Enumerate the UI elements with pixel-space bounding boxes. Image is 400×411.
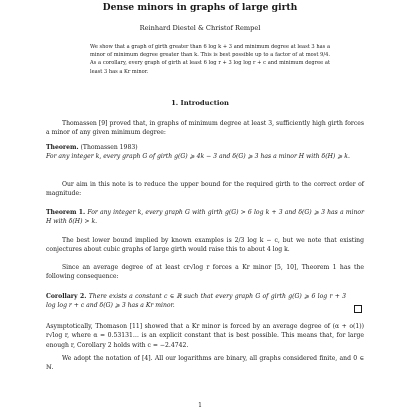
theorem-1-statement: For any integer k, every graph G with girth g(G) > 6 log k + 3 and δ(G) ⩾ 3 has a minor H with δ(H) > k. — [46, 209, 364, 226]
asymptotic-paragraph: Asymptotically, Thomason [11] showed that a Kr minor is forced by an average degree of (α + o(1)) r√log r, where α = 0.53131… is an explicit constant that is best possible. This means that, for large enough r, Corollary 2 holds with c = −2.4742. — [46, 323, 364, 349]
intro-paragraph: Thomassen [9] proved that, in graphs of minimum degree at least 3, sufficiently high girth forces a minor of any given minimum degree: — [46, 120, 364, 137]
page-number: 1 — [198, 402, 202, 409]
aim-paragraph: Our aim in this note is to reduce the upper bound for the required girth to the correct order of magnitude: — [46, 181, 364, 198]
since-paragraph: Since an average degree of at least cr√log r forces a Kr minor [5, 10], Theorem 1 has the following consequence: — [46, 264, 364, 281]
theorem-statement: For any integer k, every graph G of girth g(G) ⩾ 4k − 3 and δ(G) ⩾ 3 has a minor H with δ(H) ⩾ k. — [46, 153, 350, 161]
theorem-1-label: Theorem 1. — [46, 209, 86, 216]
corollary-2 — [46, 292, 346, 311]
qed-box-icon — [354, 305, 362, 313]
paper-title: Dense minors in graphs of large girth — [102, 2, 298, 13]
corollary-statement: There exists a constant c ∈ ℝ such that every graph G of girth g(G) ⩾ 6 log r + 3 log log r + c and δ(G) ⩾ 3 has a Kr minor. — [46, 293, 346, 310]
section-heading: 1. Introduction — [171, 99, 229, 107]
theorem-1 — [46, 208, 364, 227]
lower-bound-paragraph: The best lower bound implied by known examples is 2/3 log k − c, but we note that existing conjectures about cubic graphs of large girth would raise this to about 4 log k. — [46, 237, 364, 254]
thomassen-theorem — [46, 143, 364, 162]
paper-authors: Reinhard Diestel & Christof Rempel — [139, 24, 261, 32]
theorem-label: Theorem. — [46, 144, 79, 151]
corollary-label: Corollary 2. — [46, 293, 87, 300]
notation-paragraph: We adopt the notation of [4]. All our logarithms are binary, all graphs considered finite, and 0 ∈ ℕ. — [46, 355, 364, 372]
abstract: We show that a graph of girth greater than 6 log k + 3 and minimum degree at least 3 has a minor of minimum degree greater than k. This is best possible up to a factor of at most 9/4. As a corollary, every graph of girth at least 6 log r + 3 log log r + c and minimum degree at least 3 has a Kr minor. — [90, 44, 330, 75]
theorem-attribution: (Thomassen 1983) — [80, 144, 138, 151]
